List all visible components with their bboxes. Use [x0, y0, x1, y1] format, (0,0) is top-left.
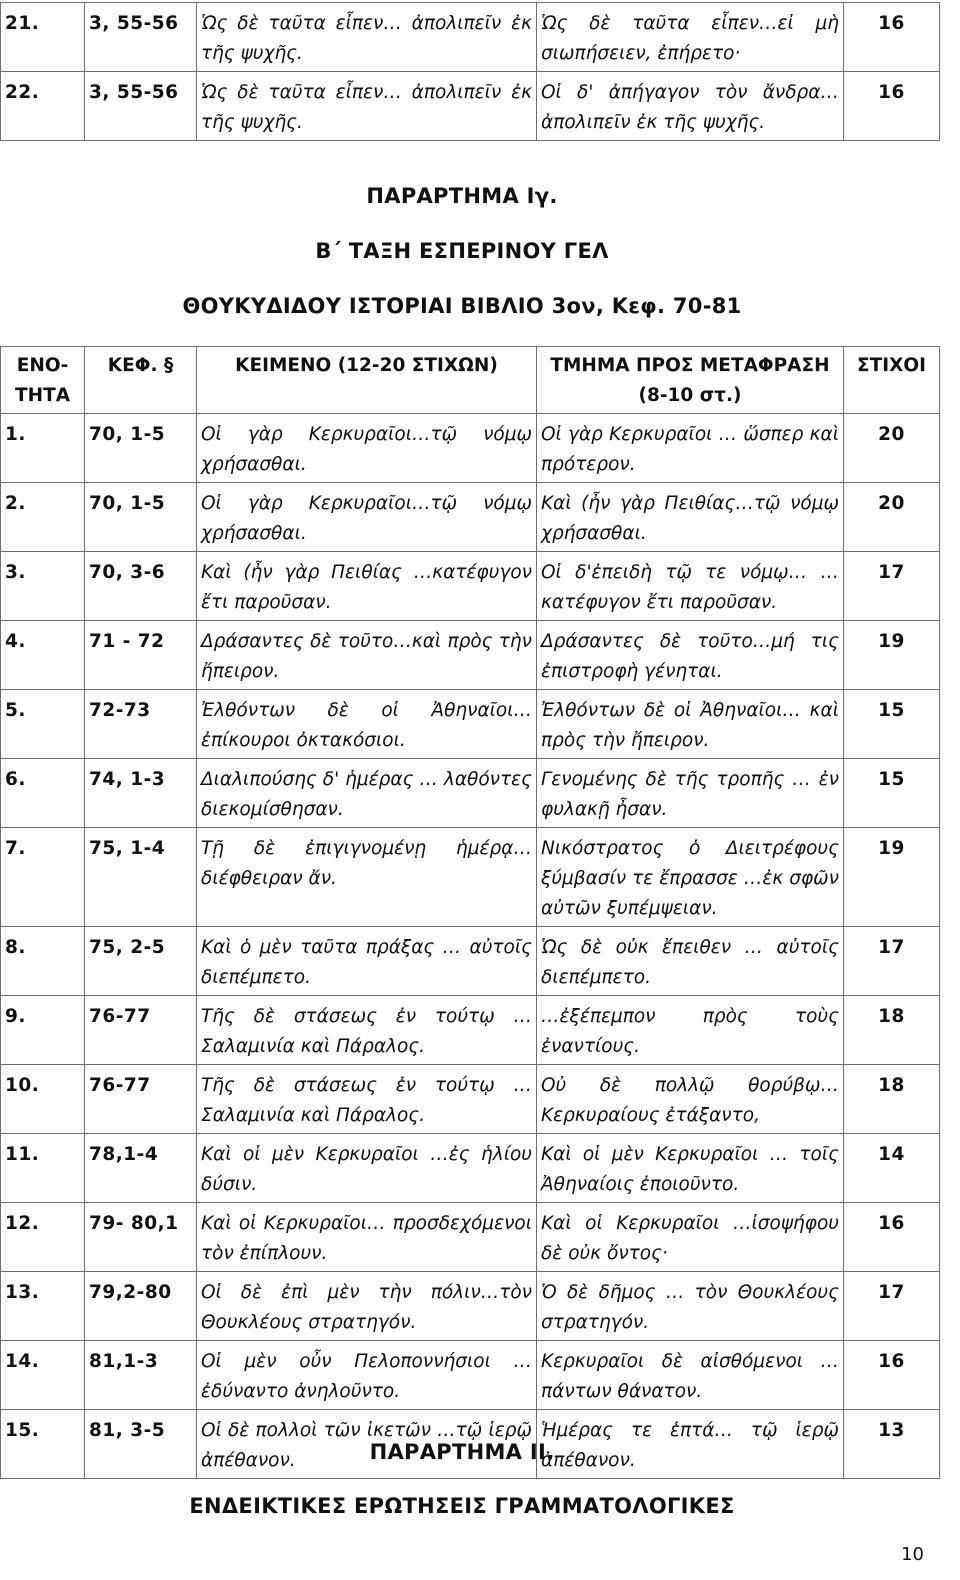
cell-kef: 3, 55-56	[85, 72, 197, 141]
cell-tmima: Νικόστρατος ὁ Διειτρέφους ξύμβασίν τε ἔπρασσε …ἐκ σφῶν αὐτῶν ξυπέμψειαν.	[537, 828, 844, 927]
cell-num: 13.	[1, 1272, 85, 1341]
continuation-table-body	[1, 3, 940, 141]
table-row	[1, 996, 940, 1065]
cell-tmima: Οἱ γὰρ Κερκυραῖοι … ὥσπερ καὶ πρότερον.	[537, 414, 844, 483]
cell-keimeno: Οἱ δὲ πολλοὶ τῶν ἱκετῶν …τῷ ἱερῷ ἀπέθανον.	[197, 1410, 537, 1479]
table-row	[1, 690, 940, 759]
cell-kef: 75, 1-4	[85, 828, 197, 927]
cell-kef: 3, 55-56	[85, 3, 197, 72]
cell-stixoi: 14	[844, 1134, 940, 1203]
cell-keimeno: Ἐλθόντων δὲ οἱ Ἀθηναῖοι… ἐπίκουροι ὀκτακόσιοι.	[197, 690, 537, 759]
table-row	[1, 1203, 940, 1272]
cell-keimeno: Ὡς δὲ ταῦτα εἶπεν… ἀπολιπεῖν ἐκ τῆς ψυχῆς.	[197, 72, 537, 141]
cell-num: 10.	[1, 1065, 85, 1134]
cell-tmima: Κερκυραῖοι δὲ αἰσθόμενοι …πάντων θάνατον.	[537, 1341, 844, 1410]
cell-tmima: Ὡς δὲ οὐκ ἔπειθεν … αὐτοῖς διεπέμπετο.	[537, 927, 844, 996]
cell-kef: 76-77	[85, 996, 197, 1065]
appendix-title: ΠΑΡΑΡΤΗΜΑ Ιγ.	[366, 184, 558, 208]
cell-kef: 75, 2-5	[85, 927, 197, 996]
table-row	[1, 72, 940, 141]
cell-stixoi: 17	[844, 927, 940, 996]
cell-kef: 79,2-80	[85, 1272, 197, 1341]
cell-stixoi: 15	[844, 759, 940, 828]
header-keimeno: ΚΕΙΜΕΝΟ (12-20 ΣΤΙΧΩΝ)	[197, 347, 537, 414]
class-title: Β΄ ΤΑΞΗ ΕΣΠΕΡΙΝΟΥ ΓΕΛ	[315, 239, 609, 263]
table-row	[1, 927, 940, 996]
table-row	[1, 621, 940, 690]
cell-tmima: Ἡμέρας τε ἑπτά… τῷ ἱερῷ ἀπέθανον.	[537, 1410, 844, 1479]
cell-num: 4.	[1, 621, 85, 690]
cell-kef: 74, 1-3	[85, 759, 197, 828]
continuation-table	[0, 2, 940, 141]
cell-keimeno: Οἱ γὰρ Κερκυραῖοι…τῷ νόμῳ χρήσασθαι.	[197, 483, 537, 552]
header-tmima: ΤΜΗΜΑ ΠΡΟΣ ΜΕΤΑΦΡΑΣΗ (8-10 στ.)	[537, 347, 844, 414]
table-row	[1, 483, 940, 552]
cell-num: 22.	[1, 72, 85, 141]
cell-num: 1.	[1, 414, 85, 483]
cell-stixoi: 16	[844, 3, 940, 72]
cell-tmima: Οἱ δ' ἀπήγαγον τὸν ἄνδρα… ἀπολιπεῖν ἐκ τῆς ψυχῆς.	[537, 72, 844, 141]
cell-num: 11.	[1, 1134, 85, 1203]
cell-num: 12.	[1, 1203, 85, 1272]
cell-keimeno: Οἱ γὰρ Κερκυραῖοι…τῷ νόμῳ χρήσασθαι.	[197, 414, 537, 483]
cell-tmima: Δράσαντες δὲ τοῦτο…μή τις ἐπιστροφὴ γένηται.	[537, 621, 844, 690]
cell-tmima: Γενομένης δὲ τῆς τροπῆς … ἐν φυλακῇ ἦσαν.	[537, 759, 844, 828]
cell-keimeno: Οἱ μὲν οὖν Πελοποννήσιοι … ἐδύναντο ἀνηλοῦντο.	[197, 1341, 537, 1410]
cell-stixoi: 17	[844, 552, 940, 621]
cell-kef: 79- 80,1	[85, 1203, 197, 1272]
header-enotita: ΕΝΟ-ΤΗΤΑ	[1, 347, 85, 414]
table-header-row	[1, 347, 940, 414]
appendix2-subtitle: ΕΝΔΕΙΚΤΙΚΕΣ ΕΡΩΤΗΣΕΙΣ ΓΡΑΜΜΑΤΟΛΟΓΙΚΕΣ	[189, 1494, 735, 1518]
cell-kef: 70, 1-5	[85, 483, 197, 552]
table-row	[1, 552, 940, 621]
cell-num: 8.	[1, 927, 85, 996]
cell-num: 9.	[1, 996, 85, 1065]
cell-tmima: Ἐλθόντων δὲ οἱ Ἀθηναῖοι… καὶ πρὸς τὴν ἤπειρον.	[537, 690, 844, 759]
cell-tmima: Ὁ δὲ δῆμος … τὸν Θουκλέους στρατηγόν.	[537, 1272, 844, 1341]
cell-num: 3.	[1, 552, 85, 621]
table-row	[1, 3, 940, 72]
cell-keimeno: Ὡς δὲ ταῦτα εἶπεν… ἀπολιπεῖν ἐκ τῆς ψυχῆς.	[197, 3, 537, 72]
cell-stixoi: 18	[844, 996, 940, 1065]
table-row	[1, 828, 940, 927]
cell-num: 7.	[1, 828, 85, 927]
cell-num: 15.	[1, 1410, 85, 1479]
header-stixoi: ΣΤΙΧΟΙ	[844, 347, 940, 414]
table-row	[1, 1134, 940, 1203]
table-row	[1, 1065, 940, 1134]
cell-tmima: Οἱ δ'ἐπειδὴ τῷ τε νόμῳ… …κατέφυγον ἔτι παροῦσαν.	[537, 552, 844, 621]
cell-kef: 71 - 72	[85, 621, 197, 690]
cell-stixoi: 13	[844, 1410, 940, 1479]
table-row	[1, 414, 940, 483]
cell-stixoi: 18	[844, 1065, 940, 1134]
table-row	[1, 759, 940, 828]
cell-keimeno: Καὶ οἱ Κερκυραῖοι… προσδεχόμενοι τὸν ἐπίπλουν.	[197, 1203, 537, 1272]
cell-kef: 76-77	[85, 1065, 197, 1134]
cell-stixoi: 19	[844, 828, 940, 927]
appendix2-title: ΠΑΡΑΡΤΗΜΑ ΙΙ.	[369, 1440, 555, 1464]
cell-keimeno: Καὶ ὁ μὲν ταῦτα πράξας … αὐτοῖς διεπέμπετο.	[197, 927, 537, 996]
cell-keimeno: Τῇ δὲ ἐπιγιγνομένῃ ἡμέρᾳ… διέφθειραν ἄν.	[197, 828, 537, 927]
table-row	[1, 1341, 940, 1410]
cell-num: 21.	[1, 3, 85, 72]
cell-stixoi: 19	[844, 621, 940, 690]
cell-tmima: Ὡς δὲ ταῦτα εἶπεν…εἰ μὴ σιωπήσειεν, ἐπήρετο·	[537, 3, 844, 72]
cell-kef: 70, 3-6	[85, 552, 197, 621]
cell-tmima: Καὶ (ἦν γὰρ Πειθίας…τῷ νόμῳ χρήσασθαι.	[537, 483, 844, 552]
header-kef: ΚΕΦ. §	[85, 347, 197, 414]
cell-tmima: …ἐξέπεμπον πρὸς τοὺς ἐναντίους.	[537, 996, 844, 1065]
passages-table-body	[1, 414, 940, 1479]
cell-tmima: Οὐ δὲ πολλῷ θορύβῳ… Κερκυραίους ἐτάξαντο,	[537, 1065, 844, 1134]
cell-keimeno: Τῆς δὲ στάσεως ἐν τούτῳ …Σαλαμινία καὶ Πάραλος.	[197, 996, 537, 1065]
book-title: ΘΟΥΚΥΔΙΔΟΥ ΙΣΤΟΡΙΑΙ ΒΙΒΛΙΟ 3ον, Κεφ. 70-81	[182, 294, 742, 318]
cell-stixoi: 20	[844, 414, 940, 483]
cell-stixoi: 16	[844, 72, 940, 141]
cell-keimeno: Οἱ δὲ ἐπὶ μὲν τὴν πόλιν…τὸν Θουκλέους στρατηγόν.	[197, 1272, 537, 1341]
cell-tmima: Καὶ οἱ Κερκυραῖοι …ἰσοψήφου δὲ οὐκ ὄντος·	[537, 1203, 844, 1272]
cell-num: 5.	[1, 690, 85, 759]
cell-keimeno: Τῆς δὲ στάσεως ἐν τούτῳ …Σαλαμινία καὶ Πάραλος.	[197, 1065, 537, 1134]
cell-tmima: Καὶ οἱ μὲν Κερκυραῖοι … τοῖς Ἀθηναίοις ἐποιοῦντο.	[537, 1134, 844, 1203]
cell-kef: 81, 3-5	[85, 1410, 197, 1479]
cell-keimeno: Δράσαντες δὲ τοῦτο…καὶ πρὸς τὴν ἤπειρον.	[197, 621, 537, 690]
cell-stixoi: 20	[844, 483, 940, 552]
table-row	[1, 1272, 940, 1341]
cell-stixoi: 16	[844, 1203, 940, 1272]
cell-stixoi: 17	[844, 1272, 940, 1341]
cell-kef: 72-73	[85, 690, 197, 759]
cell-keimeno: Διαλιπούσης δ' ἡμέρας … λαθόντες διεκομίσθησαν.	[197, 759, 537, 828]
cell-stixoi: 15	[844, 690, 940, 759]
cell-kef: 70, 1-5	[85, 414, 197, 483]
cell-kef: 81,1-3	[85, 1341, 197, 1410]
cell-num: 6.	[1, 759, 85, 828]
page-number: 10	[901, 1544, 924, 1565]
cell-num: 14.	[1, 1341, 85, 1410]
passages-table	[0, 346, 940, 1479]
cell-keimeno: Καὶ οἱ μὲν Κερκυραῖοι …ἐς ἡλίου δύσιν.	[197, 1134, 537, 1203]
cell-kef: 78,1-4	[85, 1134, 197, 1203]
cell-keimeno: Καὶ (ἦν γὰρ Πειθίας …κατέφυγον ἔτι παροῦσαν.	[197, 552, 537, 621]
cell-stixoi: 16	[844, 1341, 940, 1410]
cell-num: 2.	[1, 483, 85, 552]
